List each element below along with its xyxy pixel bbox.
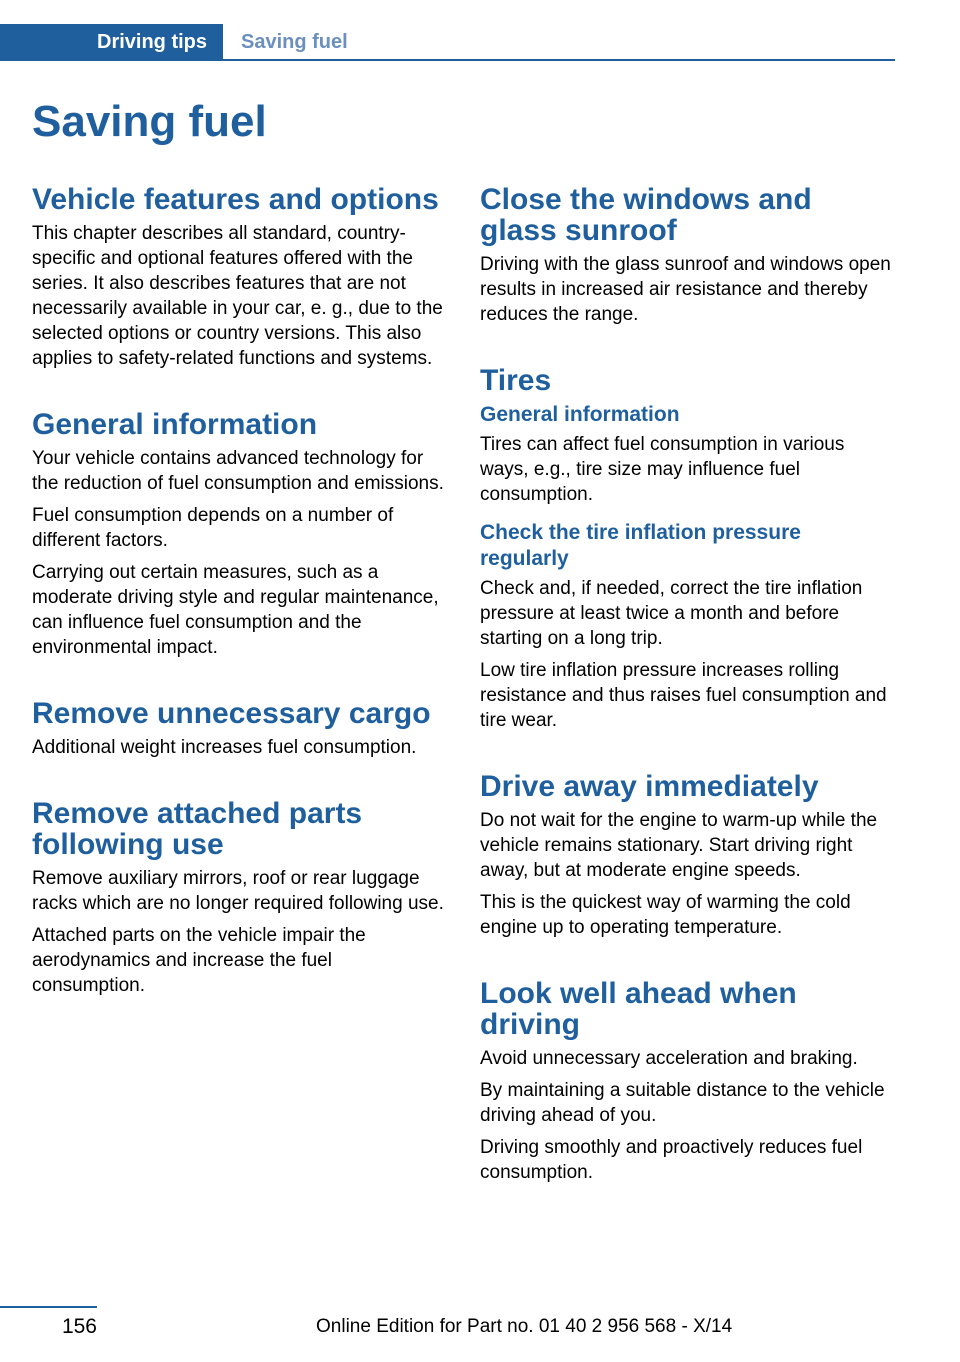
paragraph: Driving with the glass sunroof and windows open results in increased air resistance and thereby reduces the range. (480, 254, 891, 325)
paragraph: Additional weight increases fuel consumption. (32, 737, 417, 758)
section-general-information (32, 409, 447, 660)
header-rule (0, 59, 895, 61)
paragraph: This chapter describes all standard, country-specific and optional features offered with the series. It also describes features that are not necessarily available in your car, e. g., due to the selected options or country versions. This also applies to safety-related functions and systems. (32, 223, 443, 369)
section-heading: Drive away immediately (480, 770, 819, 803)
section-heading: General information (32, 408, 318, 441)
paragraph: Fuel consumption depends on a number of different factors. (32, 505, 394, 551)
paragraph: Attached parts on the vehicle impair the aerodynamics and increase the fuel consumption. (32, 925, 366, 996)
section-heading: Tires (480, 364, 552, 397)
section-remove-parts (32, 798, 447, 998)
paragraph: Tires can affect fuel consumption in various ways, e.g., tire size may influence fuel consumption. (480, 434, 845, 505)
paragraph: Driving smoothly and proactively reduces fuel consumption. (480, 1137, 863, 1183)
subsection-tires-general (480, 402, 895, 507)
chapter-tab[interactable]: Driving tips (0, 24, 223, 61)
page-header (0, 24, 895, 61)
edition-note: Online Edition for Part no. 01 40 2 956 568 - X/14 (316, 1316, 733, 1337)
section-heading: Remove attached parts following use (32, 797, 363, 861)
page-title: Saving fuel (32, 97, 267, 146)
paragraph: Remove auxiliary mirrors, roof or rear luggage racks which are no longer required following use. (32, 868, 444, 914)
subsection-tire-pressure (480, 520, 895, 733)
left-column (32, 184, 447, 1036)
paragraph: Your vehicle contains advanced technology for the reduction of fuel consumption and emissions. (32, 448, 444, 494)
footer-rule (0, 1306, 97, 1308)
section-heading: Vehicle features and options (32, 183, 439, 216)
section-tires (480, 365, 895, 733)
page-number: 156 (61, 1315, 97, 1338)
paragraph: Check and, if needed, correct the tire inflation pressure at least twice a month and before starting on a long trip. (480, 578, 863, 649)
right-column (480, 184, 895, 1223)
section-heading: Close the windows and glass sunroof (480, 183, 812, 247)
section-heading: Look well ahead when driving (480, 977, 797, 1041)
paragraph: Carrying out certain measures, such as a moderate driving style and regular maintenance, can influence fuel consumption and the environmental impact. (32, 562, 439, 658)
paragraph: Do not wait for the engine to warm-up while the vehicle remains stationary. Start driving right away, but at moderate engine speeds. (480, 810, 878, 881)
paragraph: Low tire inflation pressure increases rolling resistance and thus raises fuel consumption and tire wear. (480, 660, 887, 731)
paragraph: This is the quickest way of warming the cold engine up to operating temperature. (480, 892, 851, 938)
section-heading: Remove unnecessary cargo (32, 697, 431, 730)
paragraph: Avoid unnecessary acceleration and braking. (480, 1048, 858, 1069)
section-vehicle-features (32, 184, 447, 371)
subsection-heading: General information (480, 403, 680, 426)
section-look-ahead (480, 978, 895, 1185)
section-close-windows (480, 184, 895, 327)
subsection-heading: Check the tire inflation pressure regularly (480, 521, 801, 570)
section-remove-cargo (32, 698, 447, 760)
section-drive-away (480, 771, 895, 940)
section-tab[interactable]: Saving fuel (241, 31, 348, 53)
paragraph: By maintaining a suitable distance to the vehicle driving ahead of you. (480, 1080, 885, 1126)
